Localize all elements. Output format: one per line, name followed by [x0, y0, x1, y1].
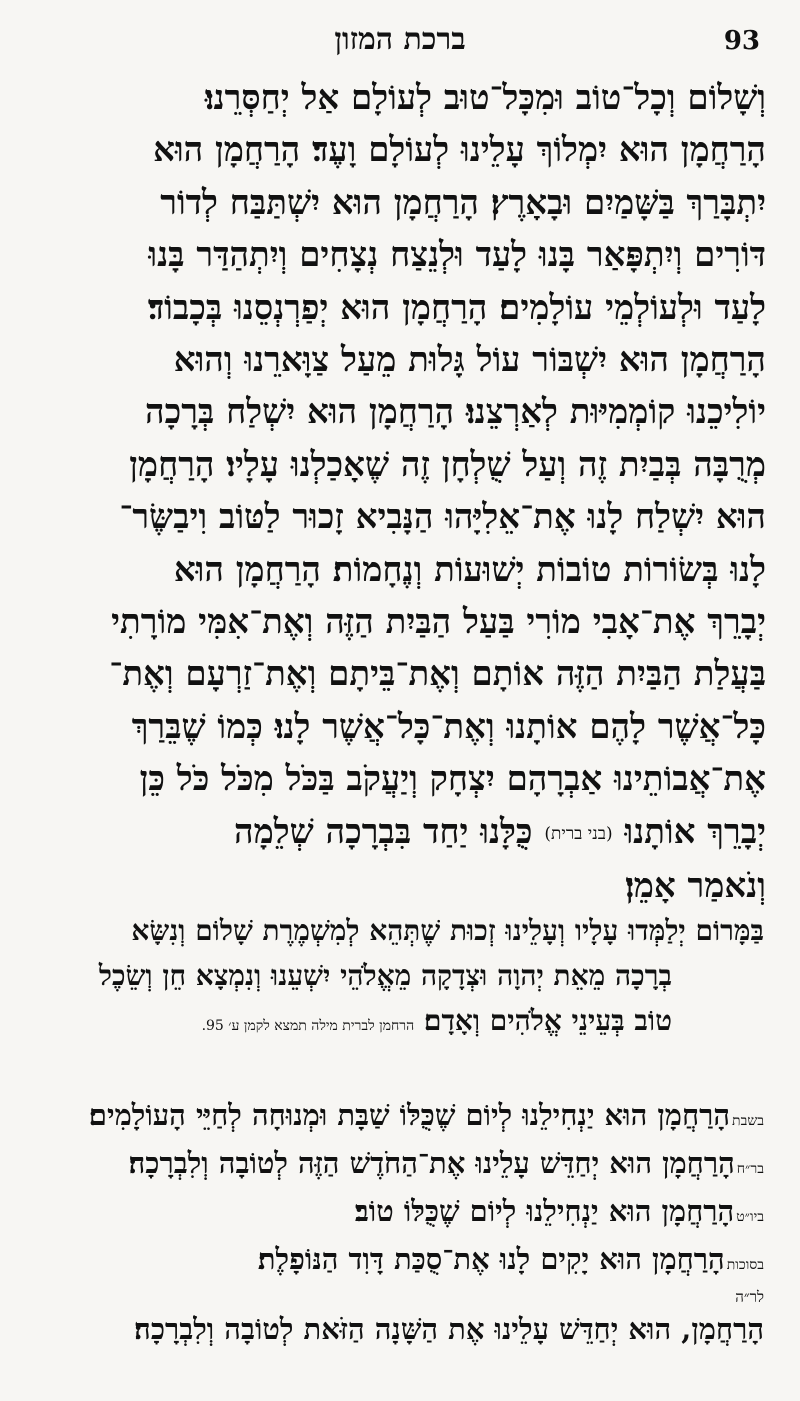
- page-header: [40, 22, 760, 62]
- occasion-line: [36, 1238, 764, 1286]
- text-line: אֶת־אֲבוֹתֵינוּ אַבְרָהָם יִצְחָק וְיַעֲקֹב בַּכֹּל מִכֹּל כֹּל כֵּן: [139, 759, 766, 800]
- text-line: מְרֻבָּה בְּבַיִת זֶה וְעַל שֻׁלְחָן זֶה שֶׁאָכַלְנוּ עָלָיו׃ הָרַחֲמָן: [129, 444, 766, 485]
- text-segment: טוֹב בְּעֵינֵי אֱלֹהִים וְאָדָם׃: [423, 1004, 672, 1037]
- occasion-text: הָרַחֲמָן הוּא יַנְחִילֵנוּ לְיוֹם שֶׁכֻּלּוֹ שַׁבָּת וּמְנוּחָה לְחַיֵּי הָעוֹלָמִים׃: [88, 1098, 731, 1132]
- rosh-hashana-text: הָרַחֲמָן, הוּא יְחַדֵּשׁ עָלֵינוּ אֶת הַשָּׁנָה הַזֹּאת לְטוֹבָה וְלִבְרָכָה׃: [134, 1312, 764, 1346]
- text-line: הָרַחֲמָן הוּא יִמְלוֹךְ עָלֵינוּ לְעוֹלָם וָעֶד׃ הָרַחֲמָן הוּא: [153, 130, 766, 171]
- text-line: יִתְבָּרַךְ בַּשָּׁמַיִם וּבָאָרֶץ׃ הָרַחֲמָן הוּא יִשְׁתַּבַּח לְדוֹר: [160, 182, 766, 223]
- text-line: [38, 806, 766, 860]
- text-line: וְשָׁלוֹם וְכָל־טוֹב וּמִכָּל־טוּב לְעוֹלָם אַל יְחַסְּרֵנוּ׃: [204, 78, 766, 118]
- occasion-label: בשבת: [732, 1113, 764, 1129]
- occasion-line: [36, 1190, 764, 1238]
- rosh-hashana-label: לר״ה: [735, 1288, 764, 1306]
- text-line: [36, 998, 764, 1049]
- text-line: יוֹלִיכֵנוּ קוֹמְמִיּוּת לְאַרְצֵנוּ׃ הָרַחֲמָן הוּא יִשְׁלַח בְּרָכָה: [145, 392, 766, 433]
- text-line: דּוֹרִים וְיִתְפָּאַר בָּנוּ לָעַד וּלְנֵצַח נְצָחִים וְיִתְהַדַּר בָּנוּ: [148, 235, 766, 276]
- text-line: הוּא יִשְׁלַח לָנוּ אֶת־אֵלִיָּהוּ הַנָּבִיא זָכוּר לַטּוֹב וִיבַשֶּׂר־: [119, 497, 766, 538]
- text-segment: כֻּלָּנוּ יַחַד בִּבְרָכָה שְׁלֵמָה: [234, 811, 533, 852]
- occasion-label: בסוכות: [726, 1257, 764, 1273]
- text-line: בְרָכָה מֵאֵת יְהוָה וּצְדָקָה מֵאֱלֹהֵי יִשְׁעֵנוּ וְנִמְצָא חֵן וְשֵׂכֶל: [98, 959, 672, 992]
- text-line: יְבָרֵךְ אֶת־אָבִי מוֹרִי בַּעַל הַבַּיִת הַזֶּה וְאֶת־אִמִּי מוֹרָתִי: [111, 602, 766, 643]
- page-number: 93: [723, 26, 760, 56]
- text-line: לָנוּ בְּשׂוֹרוֹת טוֹבוֹת יְשׁוּעוֹת וְנֶחָמוֹת׃ הָרַחֲמָן הוּא: [173, 549, 766, 590]
- cross-reference-note: הרחמן לברית מילה תמצא לקמן ע׳ 95.: [201, 1018, 415, 1034]
- text-segment: יְבָרֵךְ אוֹתָנוּ: [624, 811, 766, 852]
- text-line: בַּמָּרוֹם יְלַמְּדוּ עָלָיו וְעָלֵינוּ זְכוּת שֶׁתְּהֵא לְמִשְׁמֶרֶת שָׁלוֹם וְנִשָּׂא: [131, 914, 764, 947]
- running-title: ברכת המזון: [334, 22, 466, 57]
- occasion-additions: [36, 1094, 764, 1350]
- text-line: כָּל־אֲשֶׁר לָהֶם אוֹתָנוּ וְאֶת־כָּל־אֲשֶׁר לָנוּ׃ כְּמוֹ שֶׁבֵּרַךְ: [131, 706, 766, 747]
- text-line: וְנֹאמַר אָמֵן׃: [625, 865, 766, 906]
- occasion-label: ביו״ט: [736, 1209, 764, 1225]
- bnei-brit-note: (בני ברית): [544, 823, 613, 844]
- text-line: לָעַד וּלְעוֹלְמֵי עוֹלָמִים׃ הָרַחֲמָן הוּא יְפַרְנְסֵנוּ בְּכָבוֹד׃: [147, 287, 766, 328]
- text-line: בַּעֲלַת הַבַּיִת הַזֶּה אוֹתָם וְאֶת־בֵּיתָם וְאֶת־זַרְעָם וְאֶת־: [109, 654, 766, 695]
- main-blessing-text: [38, 72, 766, 912]
- occasion-label: בר״ח: [736, 1161, 764, 1177]
- occasion-text: הָרַחֲמָן הוּא יְחַדֵּשׁ עָלֵינוּ אֶת־הַחֹדֶשׁ הַזֶּה לְטוֹבָה וְלִבְרָכָה׃: [128, 1146, 735, 1180]
- bamarom-paragraph: [36, 908, 764, 1049]
- occasion-text: הָרַחֲמָן הוּא יַנְחִילֵנוּ לְיוֹם שֶׁכֻּלּוֹ טוֹב׃: [354, 1194, 735, 1228]
- text-line: הָרַחֲמָן הוּא יִשְׁבּוֹר עוֹל גָּלוּת מֵעַל צַוָּארֵנוּ וְהוּא: [173, 340, 766, 381]
- occasion-line: [36, 1094, 764, 1142]
- occasion-line: [36, 1142, 764, 1190]
- occasion-text: הָרַחֲמָן הוּא יָקִים לָנוּ אֶת־סֻכַּת דָּוִד הַנּוֹפָלֶת׃: [257, 1242, 725, 1276]
